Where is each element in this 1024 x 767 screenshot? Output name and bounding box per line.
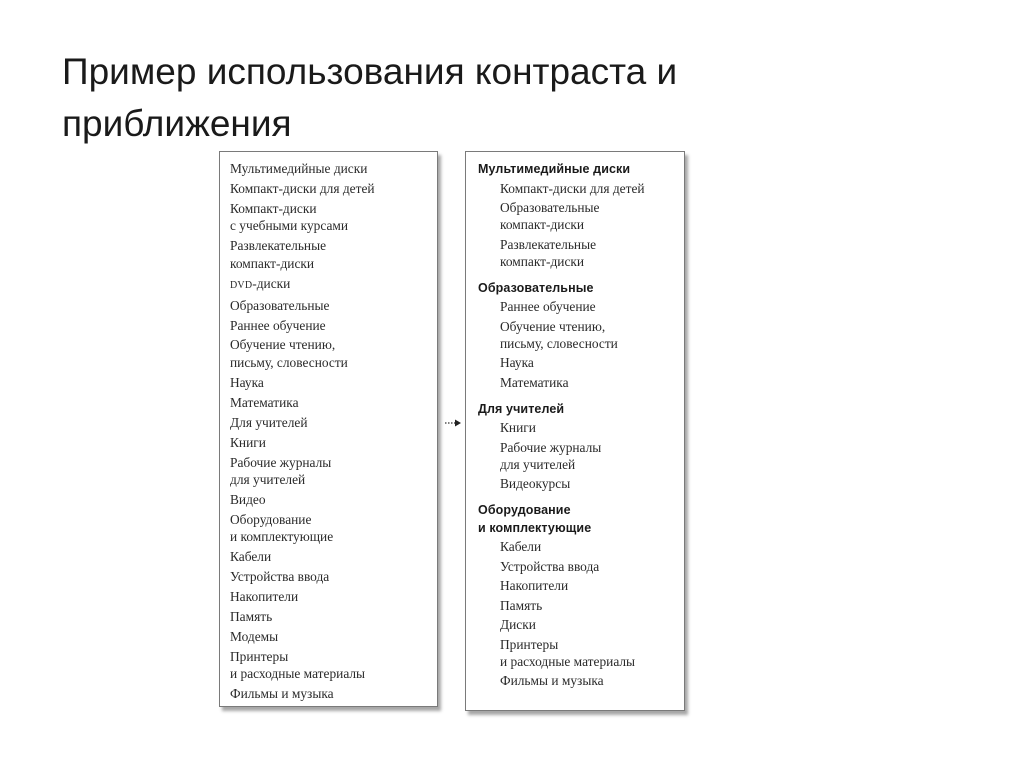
list-item-line <box>230 588 437 605</box>
list-item-line <box>230 434 437 451</box>
list-item-line <box>230 374 437 391</box>
group-item <box>500 558 684 575</box>
group-item-line: Образовательные <box>500 200 600 215</box>
list-item <box>230 548 437 565</box>
group-item-line: Математика <box>500 374 569 390</box>
list-item-line <box>230 685 437 702</box>
list-item-line <box>230 237 437 254</box>
list-item-line <box>230 297 437 314</box>
list-item <box>230 511 437 546</box>
list-item-line <box>230 217 437 234</box>
list-item <box>230 160 437 177</box>
list-item-text: Мультимедийные диски <box>230 161 368 176</box>
group-item <box>500 180 684 197</box>
list-item <box>230 454 437 489</box>
list-item <box>230 374 437 391</box>
list-item <box>230 648 437 683</box>
dotted-arrow-right-icon <box>444 418 462 428</box>
list-item-text: Наука <box>230 374 264 390</box>
grouped-list-box <box>465 151 685 711</box>
list-item-text: письму, словесности <box>230 354 348 370</box>
list-item-text: Рабочие журналы <box>230 454 332 470</box>
list-item <box>230 237 437 272</box>
group-items <box>478 180 684 270</box>
list-item-text: Модемы <box>230 629 279 645</box>
group-item-line: Обучение чтению, <box>500 318 606 334</box>
list-group <box>478 502 684 689</box>
group-items <box>478 538 684 689</box>
list-item-text: Раннее обучение <box>230 317 326 333</box>
group-item-line: и расходные материалы <box>500 653 636 669</box>
slide-title <box>62 46 962 150</box>
list-item-text: -диски <box>252 275 291 291</box>
list-item-text: компакт-диски <box>230 255 315 271</box>
list-item-line <box>230 528 437 545</box>
list-item-line <box>230 471 437 488</box>
group-item <box>500 439 684 473</box>
group-item-line: Принтеры <box>500 636 559 652</box>
list-item-text: Образовательные <box>230 297 330 313</box>
slide-title-line-2: приближения <box>62 103 292 144</box>
group-item-line: для учителей <box>500 456 576 472</box>
list-item <box>230 297 437 314</box>
list-item <box>230 394 437 411</box>
list-item-line <box>230 317 437 334</box>
list-item-text: Развлекательные <box>230 238 327 254</box>
list-item-text: Компакт-диски <box>230 200 317 216</box>
list-item-text: Видео <box>230 491 266 507</box>
list-item-line <box>230 180 437 197</box>
list-item <box>230 275 437 294</box>
list-item <box>230 491 437 508</box>
group-item <box>500 354 684 371</box>
list-item <box>230 414 437 431</box>
group-item-line: Память <box>500 597 543 613</box>
list-group <box>478 401 684 493</box>
group-item-line: компакт-диски <box>500 253 585 269</box>
list-item-text: Память <box>230 609 273 625</box>
list-item <box>230 685 437 702</box>
group-item-line: Видеокурсы <box>500 476 571 491</box>
list-item-text: для учителей <box>230 472 306 487</box>
group-item-line: Книги <box>500 420 536 435</box>
list-item-line <box>230 255 437 272</box>
group-items <box>478 419 684 492</box>
list-item-line <box>230 491 437 508</box>
group-item <box>500 597 684 614</box>
group-item-line: Раннее обучение <box>500 299 596 314</box>
group-item-line: Развлекательные <box>500 236 597 252</box>
list-item-line <box>230 608 437 625</box>
list-item-line <box>230 160 437 177</box>
group-heading: Для учителей <box>478 401 565 416</box>
list-item-line <box>230 628 437 645</box>
list-item-line <box>230 454 437 471</box>
group-item <box>500 318 684 352</box>
list-item <box>230 336 437 371</box>
group-heading: Образовательные <box>478 280 594 295</box>
list-item <box>230 200 437 235</box>
group-item <box>500 298 684 315</box>
list-item-prefix: DVD <box>230 279 253 291</box>
list-item-text: Обучение чтению, <box>230 337 336 353</box>
group-item-line: Диски <box>500 617 536 632</box>
group-item <box>500 199 684 233</box>
group-heading: Оборудование <box>478 503 571 517</box>
list-item-line <box>230 665 437 682</box>
list-item-text: Фильмы и музыка <box>230 686 334 702</box>
list-item-text: Устройства ввода <box>230 569 330 585</box>
list-group <box>478 280 684 391</box>
list-item-line <box>230 648 437 665</box>
list-item-text: Книги <box>230 434 266 450</box>
group-item-line: Фильмы и музыка <box>500 673 604 688</box>
group-item <box>500 577 684 594</box>
group-item <box>500 236 684 270</box>
group-item <box>500 672 684 689</box>
list-item <box>230 317 437 334</box>
group-item-line: Рабочие журналы <box>500 439 602 455</box>
list-group <box>478 161 684 270</box>
group-item-line: компакт-диски <box>500 217 585 232</box>
group-item <box>500 374 684 391</box>
group-item-line: Накопители <box>500 578 569 593</box>
list-item-line <box>230 548 437 565</box>
list-item-line <box>230 354 437 371</box>
list-item <box>230 608 437 625</box>
group-heading: Мультимедийные диски <box>478 162 631 176</box>
group-heading: и комплектующие <box>478 520 592 535</box>
list-item <box>230 434 437 451</box>
slide-title-line-1: Пример использования контраста и <box>62 51 678 92</box>
group-item-line: письму, словесности <box>500 335 618 351</box>
list-item-line <box>230 568 437 585</box>
list-item <box>230 180 437 197</box>
list-item <box>230 588 437 605</box>
group-item <box>500 616 684 633</box>
list-item-line <box>230 336 437 353</box>
list-item-text: и расходные материалы <box>230 666 366 682</box>
group-item-line: Наука <box>500 355 534 370</box>
group-item <box>500 538 684 555</box>
list-item-line <box>230 394 437 411</box>
list-item-text: Принтеры <box>230 649 289 665</box>
group-item-line: Устройства ввода <box>500 558 600 574</box>
group-item <box>500 475 684 492</box>
group-item <box>500 419 684 436</box>
list-item-text: и комплектующие <box>230 529 334 545</box>
list-item-line <box>230 511 437 528</box>
list-item-text: Компакт-диски для детей <box>230 180 375 196</box>
list-item-line <box>230 275 437 294</box>
group-item <box>500 636 684 670</box>
list-item-text: Кабели <box>230 549 272 565</box>
flat-list-box <box>219 151 438 707</box>
list-item-line <box>230 200 437 217</box>
list-item-text: с учебными курсами <box>230 218 349 234</box>
list-item-text: Оборудование <box>230 511 312 527</box>
group-items <box>478 298 684 391</box>
list-item <box>230 628 437 645</box>
list-item-line <box>230 414 437 431</box>
group-item-line: Компакт-диски для детей <box>500 180 645 196</box>
list-item-text: Накопители <box>230 589 299 605</box>
list-item-text: Для учителей <box>230 414 308 430</box>
list-item <box>230 568 437 585</box>
list-item-text: Математика <box>230 394 299 410</box>
group-item-line: Кабели <box>500 539 542 554</box>
